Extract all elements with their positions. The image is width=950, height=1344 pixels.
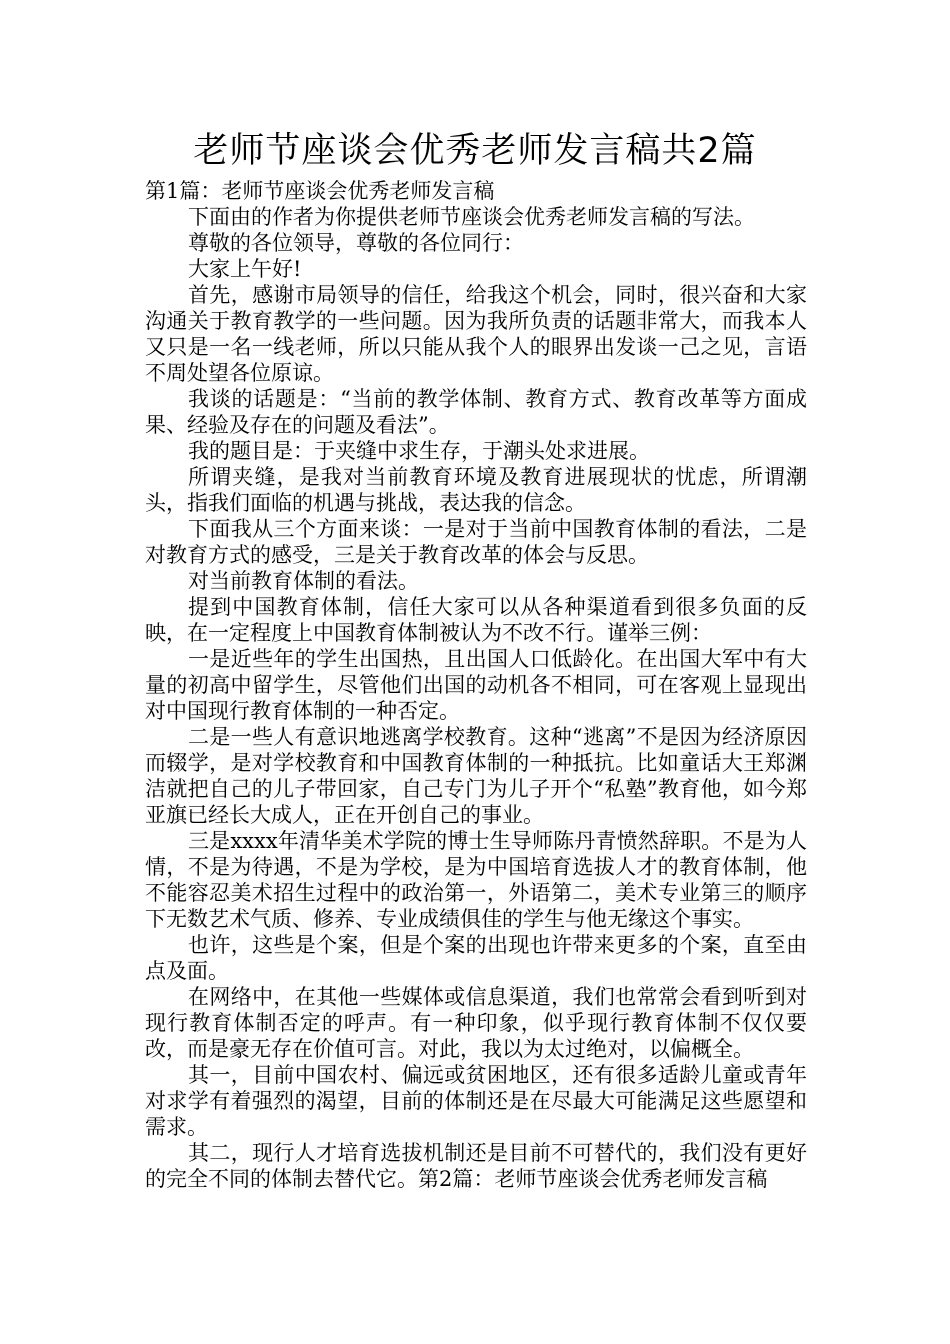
section-heading: 第1篇：老师节座谈会优秀老师发言稿 bbox=[145, 179, 495, 203]
paragraph: 其一，目前中国农村、偏远或贫困地区，还有很多适龄儿童或青年对求学有着强烈的渴望，目前的体制还是在尽最大可能满足这些愿望和需求。 bbox=[145, 1063, 807, 1139]
paragraph: 我谈的话题是：“当前的教学体制、教育方式、教育改革等方面成果、经验及存在的问题及看法”。 bbox=[145, 387, 807, 437]
paragraph: 在网络中，在其他一些媒体或信息渠道，我们也常常会看到听到对现行教育体制否定的呼声。有一种印象，似乎现行教育体制不仅仅要改，而是豪无存在价值可言。对此，我以为太过绝对，以偏概全。 bbox=[145, 985, 807, 1061]
paragraph: 一是近些年的学生出国热，且出国人口低龄化。在出国大军中有大量的初高中留学生，尽管他们出国的动机各不相同，可在客观上显现出对中国现行教育体制的一种否定。 bbox=[145, 647, 807, 723]
document-title: 老师节座谈会优秀老师发言稿共2篇 bbox=[193, 131, 757, 171]
paragraph: 三是xxxx年清华美术学院的博士生导师陈丹青愤然辞职。不是为人情，不是为待遇，不是为学校，是为中国培育选拔人才的教育体制，他不能容忍美术招生过程中的政治第一，外语第二，美术专业第三的顺序下无数艺术气质、修养、专业成绩俱佳的学生与他无缘这个事实。 bbox=[145, 829, 807, 931]
paragraph: 二是一些人有意识地逃离学校教育。这种“逃离”不是因为经济原因而辍学，是对学校教育和中国教育体制的一种抵抗。比如童话大王郑渊洁就把自己的儿子带回家，自己专门为儿子开个“私塾”教育他，如今郑亚旗已经长大成人，正在开创自己的事业。 bbox=[145, 725, 807, 827]
document-body bbox=[145, 178, 807, 1192]
paragraph: 对当前教育体制的看法。 bbox=[188, 569, 419, 593]
paragraph: 所谓夹缝，是我对当前教育环境及教育进展现状的忧虑，所谓潮头，指我们面临的机遇与挑战，表达我的信念。 bbox=[145, 465, 807, 515]
paragraph: 提到中国教育体制，信任大家可以从各种渠道看到很多负面的反映，在一定程度上中国教育体制被认为不改不行。谨举三例： bbox=[145, 595, 807, 645]
paragraph: 下面由的作者为你提供老师节座谈会优秀老师发言稿的写法。 bbox=[188, 205, 755, 229]
paragraph: 也许，这些是个案，但是个案的出现也许带来更多的个案，直至由点及面。 bbox=[145, 933, 807, 983]
paragraph: 大家上午好! bbox=[188, 257, 302, 281]
paragraph: 首先，感谢市局领导的信任，给我这个机会，同时，很兴奋和大家沟通关于教育教学的一些问题。因为我所负责的话题非常大，而我本人又只是一名一线老师，所以只能从我个人的眼界出发谈一己之见，言语不周处望各位原谅。 bbox=[145, 283, 807, 385]
paragraph: 其二，现行人才培育选拔机制还是目前不可替代的，我们没有更好的完全不同的体制去替代它。第2篇：老师节座谈会优秀老师发言稿 bbox=[145, 1141, 807, 1191]
paragraph: 下面我从三个方面来谈：一是对于当前中国教育体制的看法，二是对教育方式的感受，三是关于教育改革的体会与反思。 bbox=[145, 517, 807, 567]
paragraph: 尊敬的各位领导，尊敬的各位同行： bbox=[188, 231, 524, 255]
paragraph: 我的题目是：于夹缝中求生存，于潮头处求进展。 bbox=[188, 439, 650, 463]
